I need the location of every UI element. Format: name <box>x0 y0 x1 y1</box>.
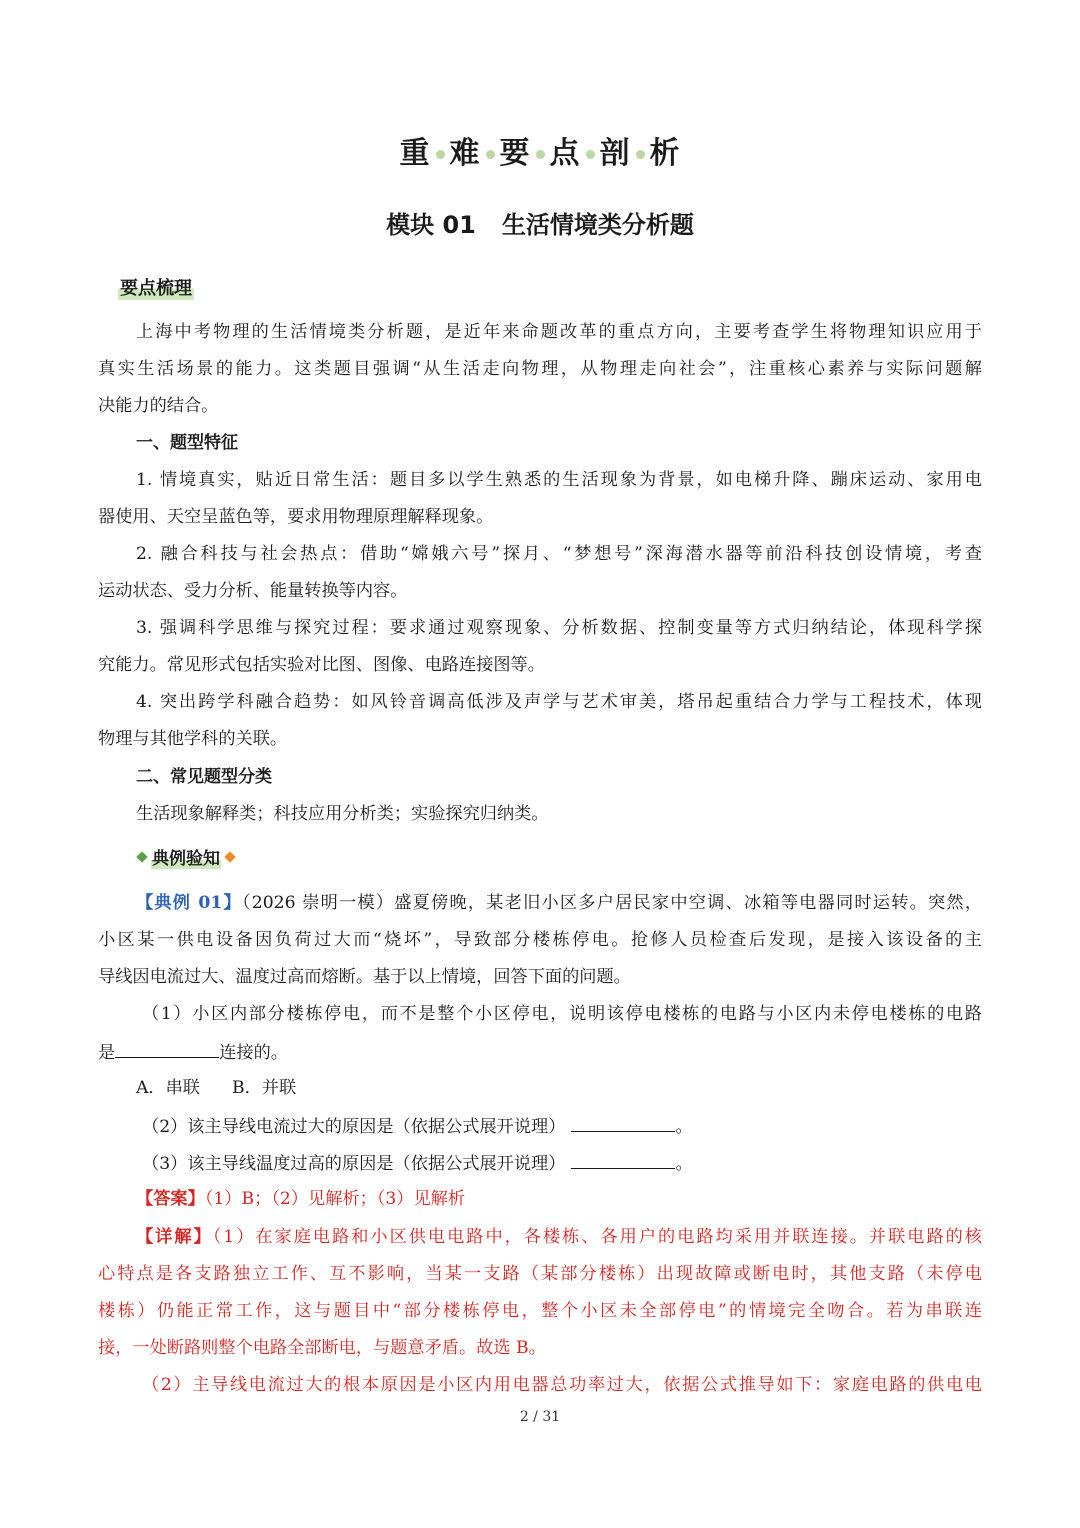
analysis-tag: 【详解】 <box>136 1227 213 1247</box>
example-stem: 小区某一供电设备因负荷过大而“烧坏”，导致部分楼栋停电。抢修人员检查后发现，是接入该设备的主 <box>98 930 982 950</box>
intro-line: 真实生活场景的能力。这类题目强调“从生活走向物理，从物理走向社会”，注重核心素养与实际问题解 <box>98 359 982 379</box>
title-dot-icon <box>536 150 545 159</box>
feature-item: 物理与其他学科的关联。 <box>98 729 288 749</box>
feature-item: 3. 强调科学思维与探究过程：要求通过观察现象、分析数据、控制变量等方式归纳结论，体现科学探 <box>136 618 982 638</box>
title-dot-icon <box>486 150 495 159</box>
title-char: 点 <box>549 136 581 171</box>
answer-blank[interactable] <box>115 1039 219 1058</box>
option-b: B．并联 <box>231 1078 297 1098</box>
analysis-line: 心特点是各支路独立工作、互不影响，当某一支路（某部分楼栋）出现故障或断电时，其他支路（未停电 <box>98 1264 982 1284</box>
title-dot-icon <box>586 150 595 159</box>
feature-item: 1. 情境真实，贴近日常生活：题目多以学生熟悉的生活现象为背景，如电梯升降、蹦床运动、家用电 <box>136 470 982 490</box>
example-stem: 【典例 01】（2026 崇明一模）盛夏傍晚，某老旧小区多户居民家中空调、冰箱等电器同时运转。突然， <box>136 893 983 913</box>
title-char: 难 <box>449 136 481 171</box>
page-title <box>0 128 1080 172</box>
orange-diamond-icon <box>224 851 235 862</box>
title-dot-icon <box>636 150 645 159</box>
feature-item: 器使用、天空呈蓝色等，要求用物理原理解释现象。 <box>98 507 494 527</box>
answer-blank[interactable] <box>571 1150 675 1169</box>
intro-line: 上海中考物理的生活情境类分析题，是近年来命题改革的重点方向，主要考查学生将物理知识应用于 <box>136 322 982 342</box>
example-stem: 导线因电流过大、温度过高而熔断。基于以上情境，回答下面的问题。 <box>98 967 631 987</box>
title-char: 要 <box>499 136 531 171</box>
feature-item: 运动状态、受力分析、能量转换等内容。 <box>98 581 408 601</box>
analysis-line: 接，一处断路则整个电路全部断电，与题意矛盾。故选 B。 <box>98 1338 546 1358</box>
module-number: 模块 01 <box>386 211 476 239</box>
module-title <box>0 205 1080 240</box>
question-3: （3）该主导线温度过高的原因是（依据公式展开说理） 。 <box>142 1150 982 1176</box>
module-name: 生活情境类分析题 <box>501 211 694 239</box>
options-line <box>136 1076 982 1100</box>
analysis-line: 楼栋）仍能正常工作，这与题目中“部分楼栋停电，整个小区未全部停电”的情境完全吻合。若为串联连 <box>98 1301 982 1321</box>
green-diamond-icon <box>136 851 147 862</box>
features-heading: 一、题型特征 <box>136 433 238 453</box>
example-tag: 【典例 01】 <box>136 893 242 913</box>
question-1: （1）小区内部分楼栋停电，而不是整个小区停电，说明该停电楼栋的电路与小区内未停电楼栋的电路 <box>142 1004 982 1024</box>
question-2: （2）该主导线电流过大的原因是（依据公式展开说理） 。 <box>142 1113 982 1139</box>
categories-text: 生活现象解释类；科技应用分析类；实验探究归纳类。 <box>136 804 549 824</box>
example-section-heading: 典例验知 <box>138 844 234 869</box>
title-dot-icon <box>436 150 445 159</box>
title-char: 析 <box>649 136 681 171</box>
feature-item: 2. 融合科技与社会热点：借助“嫦娥六号”探月、“梦想号”深海潜水器等前沿科技创设情境，考查 <box>136 544 982 564</box>
feature-item: 究能力。常见形式包括实验对比图、图像、电路连接图等。 <box>98 655 545 675</box>
categories-heading: 二、常见题型分类 <box>136 767 272 787</box>
analysis-line: 【详解】（1）在家庭电路和小区供电电路中，各楼栋、各用户的电路均采用并联连接。并联电路的核 <box>136 1227 982 1247</box>
feature-item: 4. 突出跨学科融合趋势：如风铃音调高低涉及声学与艺术审美，塔吊起重结合力学与工程技术，体现 <box>136 692 982 712</box>
answer-blank[interactable] <box>571 1113 675 1132</box>
title-char: 重 <box>399 136 431 171</box>
answer-line: 【答案】（1）B；（2）见解析；（3）见解析 <box>136 1189 466 1209</box>
intro-line: 决能力的结合。 <box>98 396 219 416</box>
title-char: 剖 <box>599 136 631 171</box>
option-a: A．串联 <box>136 1078 200 1098</box>
answer-tag: 【答案】 <box>136 1189 205 1209</box>
page-number: 2 / 31 <box>519 1409 561 1425</box>
question-1-blank-line: 是 连接的。 <box>98 1039 982 1065</box>
analysis-line: （2）主导线电流过大的根本原因是小区内用电器总功率过大，依据公式推导如下：家庭电路的供电电 <box>142 1375 982 1395</box>
section-heading: 要点梳理 <box>118 274 194 300</box>
